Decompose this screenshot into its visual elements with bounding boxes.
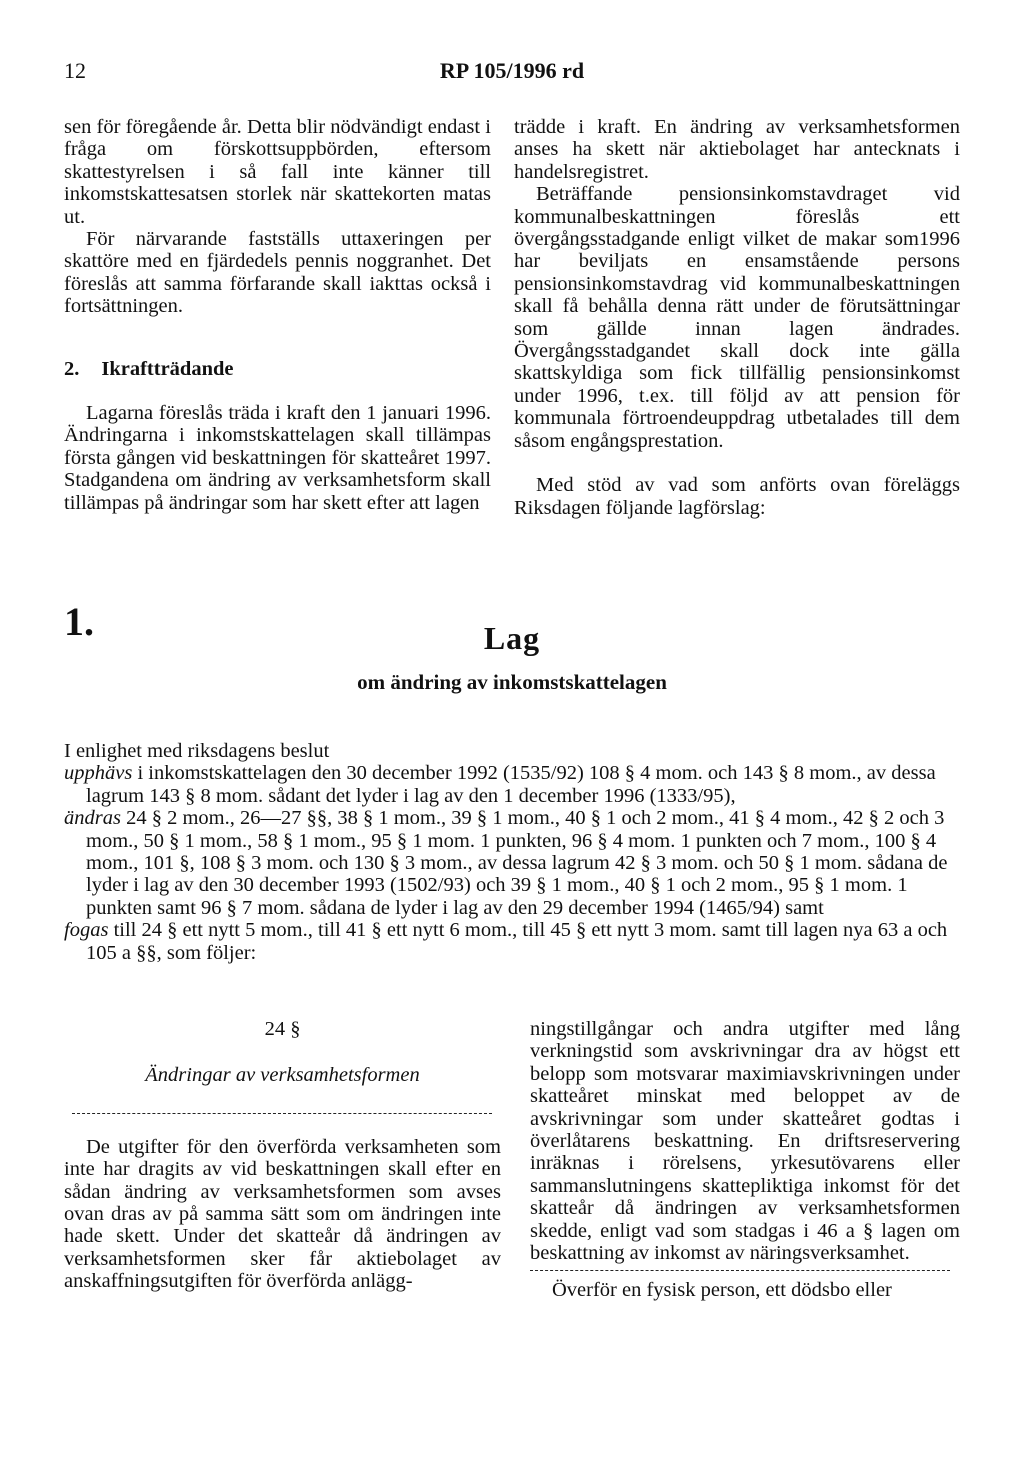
add-text: till 24 § ett nytt 5 mom., till 41 § ett nytt 6 mom., till 45 § ett nytt 3 mom. samt till lagen nya 63 a och 105 a §§, som följer: (86, 919, 948, 964)
paragraph: Beträffande pensionsinkomstavdraget vid kommunalbeskattningen föreslås ett övergångsstadgande enligt vilket de makar som1996 har beviljats en ensamstående persons pensionsinkomstavdrag vid kommunalbeskattningen skall få behålla denna rätt under de förutsättningar som gällde innan lagen ändrades. Övergångsstadgandet skall dock inte gälla skattskyldiga som fick tillfällig pensionsinkomst under 1996, t.ex. till följd av att pension för kommunala förtroendeuppdrag utbetalades till dem såsom engångsprestation. (514, 183, 960, 452)
paragraph: De utgifter för den överförda verksamheten som inte har dragits av vid beskattningen skall efter en sådan ändring av verksamhetsformen som avses ovan dras av på samma sätt som om ändringen inte hade skett. Under det skatteår då ändringen av verksamhetsformen sker får aktiebolaget av anskaffningsutgiften för överförda anlägg- (64, 1135, 501, 1293)
law-subtitle: om ändring av inkomstskattelagen (357, 670, 667, 694)
add-clause (64, 919, 960, 964)
law-title: Lag (483, 620, 541, 656)
add-verb: fogas (64, 919, 109, 942)
bottom-right-column (530, 1018, 960, 1302)
top-right-column (514, 116, 960, 519)
paragraph: ningstillgångar och andra utgifter med lång verkningstid som avskrivningar dra av högst ett belopp som motsvarar maximiavskrivningen under skatteåret minskat med beloppet av de avskrivningar som under skatteåret godtas i överlåtarens beskattning. En driftsreservering inräknas i rörelsens, yrkesutövarens eller sammanslutningens skattepliktiga inkomst för det skatteår då ändringen av verksamhetsformen skedde, enligt vad som stadgas i 46 a § lagen om beskattning av inkomst av näringsverksamhet. (530, 1018, 960, 1265)
repeal-verb: upphävs (64, 762, 133, 785)
law-preamble (64, 740, 960, 964)
bottom-left-column (64, 1018, 501, 1293)
section-number: 2. (64, 357, 80, 380)
amend-text: 24 § 2 mom., 26—27 §§, 38 § 1 mom., 39 § 1 mom., 40 § 1 och 2 mom., 41 § 4 mom., 42 § 2 och 3 mom., 50 § 1 mom., 58 § 1 mom., 95 § 1 mom. 1 punkten, 96 § 4 mom. 1 punkten och 7 mom., 100 § 4 mom., 101 §, 108 § 3 mom. och 130 § 3 mom., av dessa lagrum 42 § 3 mom. och 50 § 1 mom. sådana de lyder i lag av den 30 december 1993 (1502/93) och 39 § 1 mom., 40 § 1 och 2 mom., 95 § 1 mom. 1 punkten samt 96 § 7 mom. sådana de lyder i lag av den 29 december 1994 (1465/94) samt (86, 807, 948, 919)
page-number: 12 (64, 58, 86, 83)
omission-line (530, 1270, 950, 1271)
document-id: RP 105/1996 rd (439, 58, 585, 83)
paragraph: sen för föregående år. Detta blir nödvändigt endast i fråga om förskottsuppbörden, eftersom skattestyrelsen i så fall inte känner till inkomstskattesatsen storlek när skattekorten matas ut. (64, 116, 491, 228)
paragraph: För närvarande fastställs uttaxeringen per skattöre med en fjärdedels pennis noggranhet. Det föreslås att samma förfarande skall iakttas också i fortsättningen. (64, 228, 491, 318)
law-number: 1. (64, 599, 94, 644)
repeal-clause (64, 762, 960, 807)
omission-line (72, 1113, 492, 1114)
section-title: Ikraftträdande (101, 357, 234, 380)
paragraph: trädde i kraft. En ändring av verksamhetsformen anses ha skett när aktiebolaget har antecknats i handelsregistret. (514, 116, 960, 183)
paragraph: Med stöd av vad som anförts ovan föreläggs Riksdagen följande lagförslag: (514, 474, 960, 519)
repeal-text: i inkomstskattelagen den 30 december 1992 (1535/92) 108 § 4 mom. och 143 § 8 mom., av dessa lagrum 143 § 8 mom. sådant det lyder i lag av den 1 december 1996 (1333/95), (86, 762, 936, 807)
paragraph-subheading: Ändringar av verksamhetsformen (145, 1064, 420, 1087)
amend-clause (64, 807, 960, 919)
paragraph-heading: 24 § (264, 1018, 301, 1040)
section-heading (64, 358, 491, 380)
paragraph: Lagarna föreslås träda i kraft den 1 januari 1996. Ändringarna i inkomstskattelagen skall tillämpas första gången vid beskattningen för skatteåret 1997. Stadgandena om ändring av verksamhetsform skall tillämpas på ändringar som har skett efter att lagen (64, 402, 491, 514)
preamble-intro: I enlighet med riksdagens beslut (64, 740, 330, 762)
top-left-column (64, 116, 491, 514)
amend-verb: ändras (64, 807, 121, 830)
paragraph: Överför en fysisk person, ett dödsbo eller (552, 1279, 892, 1302)
